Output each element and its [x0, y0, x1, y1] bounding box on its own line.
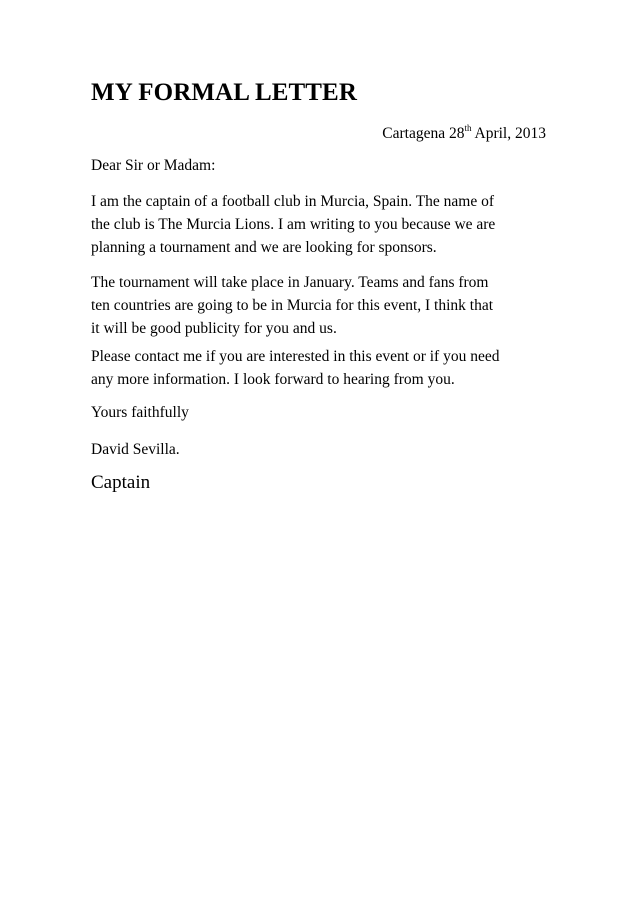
- paragraph-intro: [91, 190, 551, 259]
- date-place-day: Cartagena 28: [382, 125, 465, 142]
- signature-name: David Sevilla.: [91, 441, 180, 458]
- paragraph-line: Please contact me if you are interested in this event or if you need: [91, 348, 500, 365]
- date-day-suffix: th: [464, 123, 472, 133]
- paragraph-line: the club is The Murcia Lions. I am writing to you because we are: [91, 216, 496, 233]
- closing: Yours faithfully: [91, 404, 189, 421]
- date-line: [91, 124, 546, 145]
- paragraph-tournament: [91, 271, 551, 340]
- paragraph-line: The tournament will take place in January. Teams and fans from: [91, 274, 489, 291]
- letter-title: MY FORMAL LETTER: [91, 79, 357, 106]
- paragraph-line: it will be good publicity for you and us.: [91, 320, 337, 337]
- paragraph-line: ten countries are going to be in Murcia for this event, I think that: [91, 297, 494, 314]
- paragraph-line: I am the captain of a football club in Murcia, Spain. The name of: [91, 193, 495, 210]
- signature-role: Captain: [91, 472, 151, 493]
- paragraph-line: planning a tournament and we are looking for sponsors.: [91, 239, 437, 256]
- paragraph-line: any more information. I look forward to hearing from you.: [91, 371, 455, 388]
- date-month-year: April, 2013: [471, 125, 546, 142]
- paragraph-contact: [91, 345, 551, 391]
- salutation: Dear Sir or Madam:: [91, 157, 216, 174]
